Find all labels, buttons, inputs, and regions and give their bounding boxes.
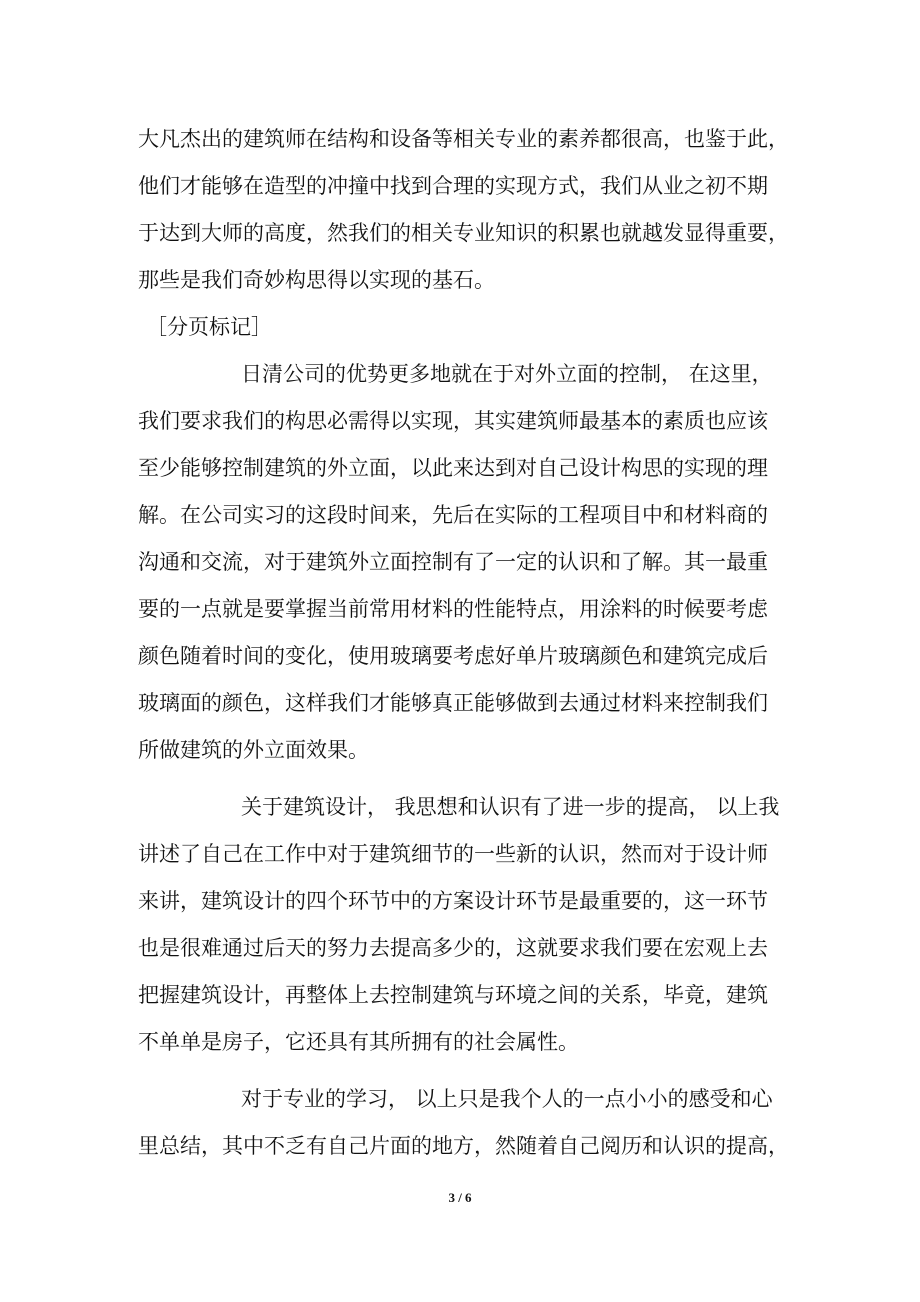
paragraph-1 [138, 116, 792, 304]
text-line: 来讲，建筑设计的四个环节中的方案设计环节是最重要的，这一环节 [138, 889, 768, 913]
text-line: 关于建筑设计， 我思想和认识有了进一步的提高， 以上我 [241, 795, 780, 819]
text-line: 要的一点就是要掌握当前常用材料的性能特点，用涂料的时候要考虑 [138, 597, 768, 621]
text-line: 我们要求我们的构思必需得以实现，其实建筑师最基本的素质也应该 [138, 409, 768, 433]
text-line: 日清公司的优势更多地就在于对外立面的控制， 在这里， [241, 362, 773, 386]
paragraph-4 [138, 1076, 792, 1170]
text-line: 所做建筑的外立面效果。 [138, 738, 369, 762]
paragraph-2 [138, 351, 792, 774]
page-break-marker: ［分页标记］ [146, 315, 272, 339]
text-line: 那些是我们奇妙构思得以实现的基石。 [138, 268, 495, 292]
text-line: 把握建筑设计，再整体上去控制建筑与环境之间的关系，毕竟，建筑 [138, 983, 768, 1007]
text-line: 也是很难通过后天的努力去提高多少的，这就要求我们要在宏观上去 [138, 936, 768, 960]
text-line: 沟通和交流，对于建筑外立面控制有了一定的认识和了解。其一最重 [138, 550, 768, 574]
text-line: 大凡杰出的建筑师在结构和设备等相关专业的素养都很高，也鉴于此， [138, 127, 789, 151]
text-line: 至少能够控制建筑的外立面，以此来达到对自己设计构思的实现的理 [138, 456, 768, 480]
text-line: 解。在公司实习的这段时间来，先后在实际的工程项目中和材料商的 [138, 503, 768, 527]
text-line: 不单单是房子，它还具有其所拥有的社会属性。 [138, 1030, 579, 1054]
text-line: 他们才能够在造型的冲撞中找到合理的实现方式，我们从业之初不期 [138, 174, 768, 198]
text-line: 于达到大师的高度，然我们的相关专业知识的积累也就越发显得重要， [138, 221, 789, 245]
text-line: 对于专业的学习， 以上只是我个人的一点小小的感受和心 [241, 1087, 773, 1111]
text-line: 颜色随着时间的变化，使用玻璃要考虑好单片玻璃颜色和建筑完成后 [138, 644, 768, 668]
paragraph-3 [138, 784, 792, 1066]
paragraph-gap [138, 774, 792, 784]
paragraph-gap [138, 1066, 792, 1076]
document-body [138, 116, 792, 1170]
text-line: 讲述了自己在工作中对于建筑细节的一些新的认识，然而对于设计师 [138, 842, 768, 866]
text-line: 里总结，其中不乏有自己片面的地方，然随着自己阅历和认识的提高， [138, 1134, 789, 1158]
text-line: 玻璃面的颜色，这样我们才能够真正能够做到去通过材料来控制我们 [138, 691, 768, 715]
page-number: 3 / 6 [448, 1190, 472, 1205]
